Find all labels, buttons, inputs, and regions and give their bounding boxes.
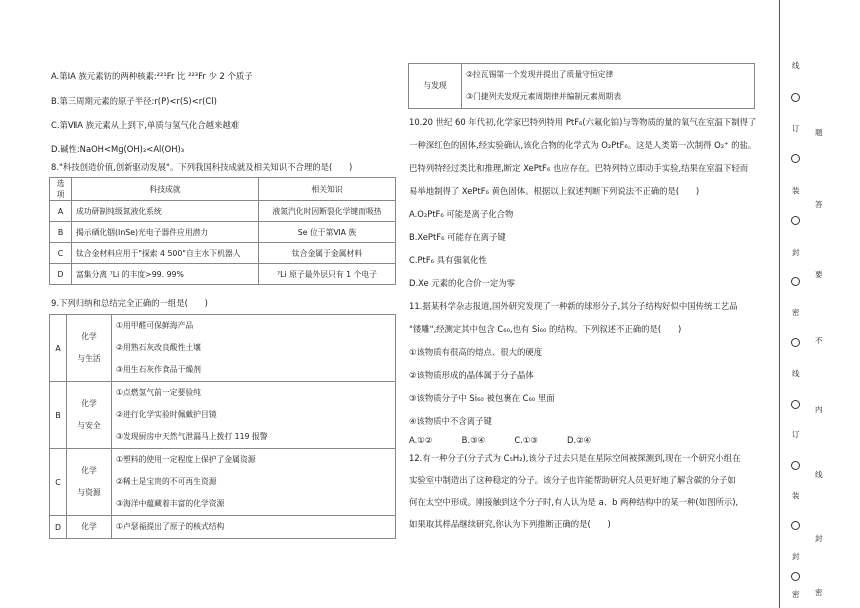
- q9-item: ①用甲醛可保鲜海产品: [116, 321, 194, 330]
- binding-hole-icon: [791, 277, 800, 286]
- margin-outer-char: 封: [792, 552, 800, 561]
- q11-choice-c: C.①③: [514, 435, 538, 445]
- q10-line: 巴特列特经过类比和推理,断定 XePtF₆ 也应存在。巴特列特立即动手实验,结果在室温下轻而: [409, 163, 749, 173]
- q9-row-items: [112, 382, 396, 449]
- q10-line: 易举地制得了 XePtF₆ 黄色固体。根据以上叙述判断下列说法不正确的是( ): [409, 186, 700, 196]
- q8-row-achievement: 成功研制纯级氮液化系统: [72, 201, 259, 222]
- binding-hole-icon: [791, 216, 800, 225]
- q9-cont-items: [462, 64, 755, 109]
- q8-row-a: [50, 201, 396, 222]
- q11-statement: ③该物质分子中 Si₆₀ 被包裹在 C₆₀ 里面: [409, 393, 555, 403]
- margin-outer-char: 装: [792, 186, 800, 195]
- q8-row-c: [50, 243, 396, 264]
- margin-inner-char: 不: [815, 336, 823, 345]
- q8-row-knowledge: 钛合金属于金属材料: [259, 243, 396, 264]
- binding-hole-icon: [791, 572, 800, 581]
- q9-row-option: C: [50, 449, 67, 516]
- q12-line: 如果取其样品继续研究,你认为下列推断正确的是( ): [409, 519, 611, 529]
- q8-row-knowledge: Se 位于第ⅥA 族: [259, 222, 396, 243]
- margin-inner-char: 要: [815, 270, 823, 279]
- q8-stem: 8."科技创造价值,创新驱动发展"。下列我国科技成就及相关知识不合理的是( ): [51, 162, 353, 172]
- q9-item: ③门捷列夫发现元素周期律并编制元素周期表: [466, 92, 622, 101]
- q11-choice-b: B.③④: [461, 435, 486, 445]
- q9-category-line: 与生活: [77, 354, 101, 363]
- q8-row-option: A: [50, 201, 72, 222]
- binding-line: [779, 0, 780, 608]
- margin-inner-char: 密: [815, 588, 823, 597]
- q9-item: ②拉瓦锡第一个发现并提出了质量守恒定律: [466, 70, 614, 79]
- q9-row-d: [50, 516, 396, 539]
- margin-outer-char: 装: [792, 491, 800, 500]
- q11-choice-a: A.①②: [409, 435, 433, 445]
- q8-header-option: 选项: [50, 178, 72, 201]
- margin-outer-char: 订: [792, 124, 800, 133]
- q9-category-line: 与安全: [77, 421, 101, 430]
- q9-item: ③海洋中蕴藏着丰富的化学资源: [116, 499, 225, 508]
- binding-hole-icon: [791, 400, 800, 409]
- q12-line: 实验室中制造出了这种稳定的分子。该分子也许能帮助研究人员更好地了解含碳的分子如: [409, 475, 736, 485]
- q11-line: "镂雕",经测定其中包含 C₆₀,也有 Si₆₀ 的结构。下列叙述不正确的是( ): [409, 324, 682, 334]
- q9-category-line: 与资源: [77, 488, 101, 497]
- q10-option-a: A.O₂PtF₆ 可能是离子化合物: [409, 209, 514, 219]
- q9-row-items: [112, 449, 396, 516]
- margin-outer-char: 线: [792, 369, 800, 378]
- q9-item: ③用生石灰作食品干燥剂: [116, 365, 201, 374]
- q9-row-option: B: [50, 382, 67, 449]
- margin-outer-char: 密: [792, 308, 800, 317]
- q8-row-b: [50, 222, 396, 243]
- margin-outer-char: 线: [792, 61, 800, 70]
- q9-category-line: 化学: [81, 466, 97, 475]
- q9-cont-category: [409, 64, 462, 109]
- q11-choice-d: D.②④: [567, 435, 592, 445]
- q9-table: [49, 314, 396, 539]
- q8-row-achievement: 钛合金材料应用于"探索 4 500"自主水下机器人: [72, 243, 259, 264]
- q9-row-category: [67, 516, 112, 539]
- q8-row-achievement: 富集分离 ⁷Li 的丰度>99. 99%: [72, 264, 259, 285]
- q8-row-knowledge: ⁷Li 原子最外层只有 1 个电子: [259, 264, 396, 285]
- margin-inner-char: 题: [815, 128, 823, 137]
- q9-row-items: [112, 516, 396, 539]
- q7-option-a: A.第ⅠA 族元素钫的两种核素:²²¹Fr 比 ²²³Fr 少 2 个质子: [51, 71, 253, 81]
- q8-header-achievement: 科技成就: [72, 178, 259, 201]
- q9-row-c: [50, 449, 396, 516]
- q8-row-option: C: [50, 243, 72, 264]
- q12-line: 何在太空中形成。刚接触到这个分子时,有人认为是 a、b 两种结构中的某一种(如图所示),: [409, 497, 739, 507]
- q9-category-line: 与发现: [423, 81, 447, 90]
- q9-table-continued: [408, 63, 755, 109]
- margin-outer-char: 封: [792, 248, 800, 257]
- q9-item: ②进行化学实验时佩戴护目镜: [116, 410, 217, 419]
- q9-row-option: D: [50, 516, 67, 539]
- q10-line: 10.20 世纪 60 年代初,化学家巴特列特用 PtF₆(六氟化铂)与等物质的量的氧气在室温下制得了: [409, 117, 757, 127]
- q9-item: ①塑料的使用一定程度上保护了金属资源: [116, 455, 256, 464]
- q11-statement: ②该物质形成的晶体属于分子晶体: [409, 370, 534, 380]
- q10-option-b: B.XePtF₆ 可能存在离子键: [409, 232, 506, 242]
- q8-table: [49, 177, 396, 285]
- q9-category-line: 化学: [81, 399, 97, 408]
- q9-row-category: [67, 449, 112, 516]
- q12-line: 12.有一种分子(分子式为 C₅H₂),该分子过去只是在星际空间被探测到,现在一个研究小组在: [409, 453, 741, 463]
- margin-outer-char: 密: [792, 590, 800, 599]
- margin-inner-char: 答: [815, 200, 823, 209]
- q8-row-achievement: 揭示硒化铟(InSe)光电子器件应用潜力: [72, 222, 259, 243]
- binding-hole-icon: [791, 93, 800, 102]
- q9-category-line: 化学: [81, 522, 97, 531]
- q8-row-knowledge: 液氮汽化时因断裂化学键而吸热: [259, 201, 396, 222]
- binding-hole-icon: [791, 154, 800, 163]
- q7-option-d: D.碱性:NaOH<Mg(OH)₂<Al(OH)₃: [51, 144, 185, 154]
- q8-row-d: [50, 264, 396, 285]
- q7-option-c: C.第ⅦA 族元素从上到下,单质与氢气化合越来越难: [51, 120, 240, 130]
- q11-choices: [409, 434, 617, 446]
- margin-inner-char: 封: [815, 534, 823, 543]
- q10-option-d: D.Xe 元素的化合价一定为零: [409, 278, 516, 288]
- q9-row-category: [67, 315, 112, 382]
- binding-hole-icon: [791, 461, 800, 470]
- margin-inner-char: 内: [815, 405, 823, 414]
- q9-item: ①卢瑟福提出了原子的核式结构: [116, 522, 225, 531]
- q9-item: ②用熟石灰改良酸性土壤: [116, 343, 201, 352]
- q9-row-b: [50, 382, 396, 449]
- q9-row-option: A: [50, 315, 67, 382]
- q9-category-line: 化学: [81, 332, 97, 341]
- q8-header-knowledge: 相关知识: [259, 178, 396, 201]
- q9-stem: 9.下列归纳和总结完全正确的一组是( ): [51, 298, 208, 308]
- q9-item: ②稀土是宝贵的不可再生资源: [116, 477, 217, 486]
- q11-statement: ①该物质有很高的熔点、很大的硬度: [409, 347, 543, 357]
- q9-row-a: [50, 315, 396, 382]
- q10-option-c: C.PtF₆ 具有强氧化性: [409, 255, 487, 265]
- q8-row-option: B: [50, 222, 72, 243]
- margin-inner-char: 线: [815, 470, 823, 479]
- q9-item: ①点燃氢气前一定要验纯: [116, 388, 201, 397]
- q9-row-category: [67, 382, 112, 449]
- q8-row-option: D: [50, 264, 72, 285]
- q11-statement: ④该物质中不含离子键: [409, 416, 492, 426]
- q11-line: 11.据某科学杂志报道,国外研究发现了一种新的球形分子,其分子结构好似中国传统工艺品: [409, 301, 738, 311]
- q9-row-items: [112, 315, 396, 382]
- binding-hole-icon: [791, 521, 800, 530]
- margin-outer-char: 订: [792, 430, 800, 439]
- q10-line: 一种深红色的固体,经实验确认,该化合物的化学式为 O₂PtF₆。这是人类第一次制得 O₂⁺ 的盐。: [409, 140, 757, 150]
- q7-option-b: B.第三周期元素的原子半径:r(P)<r(S)<r(Cl): [51, 96, 217, 106]
- q9-item: ③发现厨房中天然气泄漏马上拨打 119 报警: [116, 432, 268, 441]
- binding-hole-icon: [791, 338, 800, 347]
